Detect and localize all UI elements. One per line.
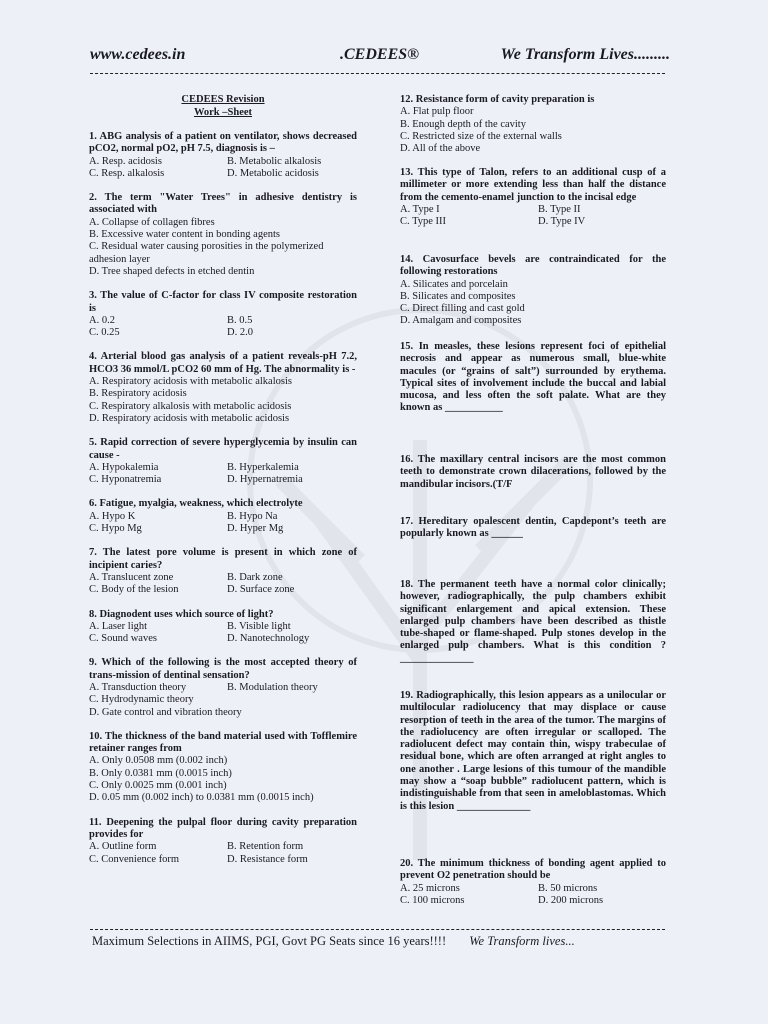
question-item [400,579,666,665]
answer-option: B. Dark zone [227,571,283,583]
options-row [89,682,357,694]
answer-option: B. Only 0.0381 mm (0.0015 inch) [89,767,232,779]
question-options [400,106,666,155]
question-text: 1. ABG analysis of a patient on ventilator, shows decreased pCO2, normal pO2, pH 7.5, diagnosis is – [89,131,357,155]
answer-option: A. Type I [400,203,440,215]
question-item [89,290,357,339]
answer-option: A. 25 microns [400,882,460,894]
question-text: 20. The minimum thickness of bonding agent applied to prevent O2 penetration should be [400,858,666,882]
answer-option: A. Collapse of collagen fibres [89,216,215,228]
question-item [89,547,357,596]
answer-option: D. 2.0 [227,327,253,339]
question-item [400,690,666,813]
left-questions [89,131,357,866]
question-text: 14. Cavosurface bevels are contraindicated for the following restorations [400,254,666,278]
answer-option: C. Hydrodynamic theory [89,694,194,706]
answer-option: D. Tree shaped defects in etched dentin [89,265,255,277]
answer-option: A. Hypo K [89,510,136,522]
answer-option: D. Resistance form [227,853,308,865]
question-item [89,609,357,646]
answer-option: C. Hyponatremia [89,474,162,486]
question-options [89,682,357,719]
question-text: 18. The permanent teeth have a normal color clinically; however, radiographically, the pulp chambers exhibit significant enlargement and apical extension. These enlarged pulp chambers have been described as thistle tube-shaped or flame-shaped. Pulp stones develop in the enlarged pulp chambers. What is this condition ? ______________ [400,579,666,664]
question-item [89,817,357,866]
answer-option: C. Convenience form [89,853,180,865]
question-item [89,192,357,278]
question-options [89,315,357,340]
answer-option: A. Only 0.0508 mm (0.002 inch) [89,755,228,767]
question-item [89,437,357,486]
answer-option: B. Excessive water content in bonding agents [89,229,280,241]
question-text: 11. Deepening the pulpal floor during cavity preparation provides for [89,816,357,840]
answer-option: C. Respiratory alkalosis with metabolic acidosis [89,400,292,412]
question-item [89,498,357,535]
answer-option: B. Modulation theory [227,681,318,693]
answer-option: A. 0.2 [89,314,115,326]
question-text: 9. Which of the following is the most accepted theory of trans-mission of dentinal sensation? [89,657,357,681]
answer-option: A. Transduction theory [89,681,187,693]
answer-option: D. Type IV [538,216,586,228]
answer-option: C. Only 0.0025 mm (0.001 inch) [89,780,227,792]
header-brand: .CEDEES® [340,46,420,63]
answer-option: C. Hypo Mg [89,523,142,535]
answer-option: B. Visible light [227,620,291,632]
header-divider [90,73,665,74]
question-options [400,204,666,229]
answer-option: B. Hypo Na [227,510,278,522]
question-item [400,94,666,155]
answer-option: D. Nanotechnology [227,633,310,645]
question-item [400,167,666,228]
answer-option: D. Surface zone [227,584,295,596]
question-item [400,516,666,541]
answer-option: D. Hyper Mg [227,523,284,535]
answer-option: A. Resp. acidosis [89,155,162,167]
question-item [400,858,666,907]
answer-option: A. Hypokalemia [89,461,159,473]
answer-option: B. Silicates and composites [400,290,516,302]
question-item [89,131,357,180]
left-column [89,94,357,878]
answer-option: A. Translucent zone [89,571,174,583]
question-text: 4. Arterial blood gas analysis of a patient reveals-pH 7.2, HCO3 36 mmol/L pCO2 60 mm of Hg. The abnormality is - [89,351,357,375]
answer-option: C. Sound waves [89,633,157,645]
question-options [89,841,357,866]
question-text: 8. Diagnodent uses which source of light? [89,608,274,620]
answer-option: D. 200 microns [538,894,604,906]
answer-option: B. Type II [538,203,581,215]
question-text: 3. The value of C-factor for class IV composite restoration is [89,290,357,314]
answer-option: D. Metabolic acidosis [227,167,319,179]
answer-option: B. 0.5 [227,314,253,326]
question-options [89,621,357,646]
question-options [89,572,357,597]
answer-option: C. Residual water causing porosities in the polymerized adhesion layer [89,241,324,265]
answer-option: B. Respiratory acidosis [89,388,187,400]
footer-divider [90,929,665,930]
question-options [89,376,357,425]
answer-option: C. Direct filling and cast gold [400,303,525,315]
question-options [89,156,357,181]
answer-option: C. 0.25 [89,327,120,339]
page-header [90,46,670,72]
question-options [89,462,357,487]
header-tagline: We Transform Lives......... [500,46,670,63]
answer-option: C. Type III [400,216,447,228]
question-text: 6. Fatigue, myalgia, weakness, which electrolyte [89,498,303,510]
answer-option: A. Laser light [89,620,148,632]
worksheet-title-line1: CEDEES Revision [181,94,265,105]
answer-option: C. 100 microns [400,894,465,906]
answer-option: C. Restricted size of the external walls [400,130,562,142]
question-text: 5. Rapid correction of severe hyperglycemia by insulin can cause - [89,437,357,461]
question-item [400,254,666,328]
worksheet-title [89,94,357,119]
answer-option: D. All of the above [400,143,481,155]
question-item [89,351,357,425]
question-text: 15. In measles, these lesions represent foci of epithelial necrosis and appear as numerous small, blue-white macules (or “grains of salt”) surrounded by erythema. Typical sites of involvement include the buccal and labial mucosa, and less often the soft palate. What are they known as ___________ [400,341,666,414]
answer-option: B. Metabolic alkalosis [227,155,322,167]
footer-text: Maximum Selections in AIIMS, PGI, Govt PG Seats since 16 years!!!! [92,934,447,948]
answer-option: B. Enough depth of the cavity [400,118,526,130]
answer-option: B. Hyperkalemia [227,461,299,473]
question-text: 17. Hereditary opalescent dentin, Capdepont’s teeth are popularly known as ______ [400,516,666,540]
question-item [89,657,357,718]
answer-option: A. Respiratory acidosis with metabolic alkalosis [89,376,292,388]
question-item [89,731,357,805]
question-text: 19. Radiographically, this lesion appears as a unilocular or multilocular radiolucency that may displace or cause resorption of teeth in the area of the tumor. The margins of the radiolucency are often irregular or scalloped. The radiolucent defect may contain thin, wispy trabeculae of residual bone, which are often arranged at right angles to one another . Large lesions of this tumour of the mandible may show a “soap bubble” radiolucent pattern, which is indistinguishable from that seen in ameloblastomas. Which is this lesion ______________ [400,690,666,812]
worksheet-title-line2: Work –Sheet [193,106,253,118]
answer-option: C. Body of the lesion [89,584,179,596]
question-options [89,217,357,278]
question-text: 10. The thickness of the band material used with Tofflemire retainer ranges from [89,730,357,755]
answer-option: C. Resp. alkalosis [89,167,165,179]
footer-tagline: We Transform lives... [469,934,575,948]
question-options [400,279,666,328]
header-website: www.cedees.in [90,46,186,63]
question-options [89,755,357,804]
answer-option: B. 50 microns [538,882,598,894]
answer-option: B. Retention form [227,841,304,853]
answer-option: D. Amalgam and composites [400,315,522,327]
answer-option: A. Silicates and porcelain [400,278,508,290]
question-text: 12. Resistance form of cavity preparation is [400,94,595,105]
answer-option: D. Hypernatremia [227,474,303,486]
question-text: 16. The maxillary central incisors are the most common teeth to demonstrate crown dilacerations, followed by the mandibular incisors.(T/F [400,454,666,490]
question-item [400,341,666,415]
answer-option: D. 0.05 mm (0.002 inch) to 0.0381 mm (0.0015 inch) [89,792,314,804]
question-options [400,883,666,908]
question-text: 13. This type of Talon, refers to an additional cusp of a millimeter or more extending less than half the distance from the cemento-enamel junction to the incisal edge [400,167,666,203]
question-text: 2. The term "Water Trees" in adhesive dentistry is associated with [89,192,357,216]
question-item [400,454,666,491]
page-footer [92,934,652,949]
answer-option: A. Flat pulp floor [400,106,474,118]
answer-option: D. Respiratory acidosis with metabolic acidosis [89,412,290,424]
answer-option: A. Outline form [89,841,157,853]
answer-option: D. Gate control and vibration theory [89,706,242,718]
question-options [89,511,357,536]
question-text: 7. The latest pore volume is present in which zone of incipient caries? [89,547,357,571]
